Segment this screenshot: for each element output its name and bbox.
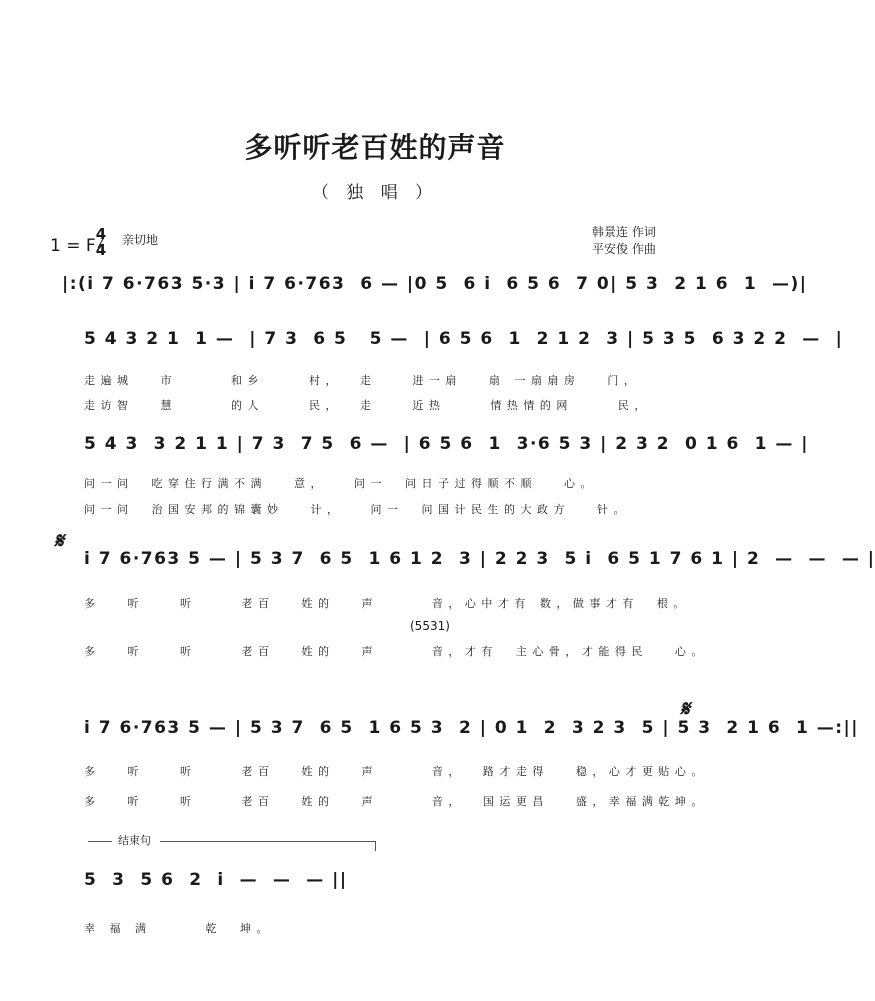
time-signature-top: 4 — [95, 225, 107, 243]
coda-rule-tick — [375, 841, 376, 851]
time-signature-bottom: 4 — [95, 241, 107, 259]
segno-sign-start: 𝄋 — [54, 528, 64, 554]
lyric-line-3-verse-1: 问一问 吃穿住行满不满 意， 问一 问日子过得顺不顺 心。 — [84, 477, 597, 490]
coda-rule-right — [160, 841, 376, 842]
score-line-1: |:(i 7 6·763 5·3 | i 7 6·763 6 — |0 5 6 i 6 5 6 7 0| 5 3 2 1 6 1 —)| — [62, 274, 808, 294]
coda-rule-left — [88, 841, 112, 842]
lyric-line-2-verse-2: 走访智 慧 的人 民， 走 近热 情热情的网 民， — [84, 399, 651, 412]
score-line-5: i 7 6·763 5 — | 5 3 7 6 5 1 6 5 3 2 | 0 1 2 3 2 3 5 | 5 3 2 1 6 1 —:|| — [84, 718, 859, 738]
segno-sign-end: 𝄋 — [680, 696, 690, 722]
score-line-3: 5 4 3 3 2 1 1 | 7 3 7 5 6 — | 6 5 6 1 3·6 5 3 | 2 3 2 0 1 6 1 — | — [84, 434, 809, 454]
song-title: 多听听老百姓的声音 — [244, 131, 506, 164]
tempo-marking: 亲切地 — [122, 233, 159, 247]
coda-section-label — [88, 832, 376, 852]
score-line-2: 5 4 3 2 1 1 — | 7 3 6 5 5 — | 6 5 6 1 2 1 2 3 | 5 3 5 6 3 2 2 — | — [84, 329, 844, 349]
lyric-line-4-verse-1: 多 听 听 老百 姓的 声 音，心中才有 数，做事才有 根。 — [84, 597, 690, 610]
lyric-line-3-verse-2: 问一问 治国安邦的锦囊妙 计， 问一 问国计民生的大政方 针。 — [84, 503, 630, 516]
lyric-line-5-verse-1: 多 听 听 老百 姓的 声 音， 路才走得 稳，心才更贴心。 — [84, 765, 708, 778]
score-line-6: 5 3 5 6 2 i — — — || — [84, 870, 348, 890]
lyric-line-4-verse-2: 多 听 听 老百 姓的 声 音，才有 主心骨，才能得民 心。 — [84, 645, 708, 658]
composer-credit: 平安俊 作曲 — [592, 242, 656, 256]
key-signature: 1 = F — [50, 236, 96, 256]
lyric-line-2-verse-1: 走遍城 市 和乡 村， 走 进一扇 扇 一扇扇房 门， — [84, 374, 641, 387]
lyric-line-6: 幸 福 满 乾 坤。 — [84, 922, 273, 935]
score-line-4: i 7 6·763 5 — | 5 3 7 6 5 1 6 1 2 3 | 2 2 3 5 i 6 5 1 7 6 1 | 2 — — — | — [84, 549, 875, 569]
alternate-notes: (5531) — [410, 619, 450, 633]
coda-label-text: 结束句 — [118, 834, 151, 847]
song-subtitle: （ 独 唱 ） — [311, 183, 439, 203]
time-signature — [95, 225, 107, 259]
lyric-line-5-verse-2: 多 听 听 老百 姓的 声 音， 国运更昌 盛，幸福满乾坤。 — [84, 795, 708, 808]
lyricist-credit: 韩景连 作词 — [592, 225, 656, 239]
